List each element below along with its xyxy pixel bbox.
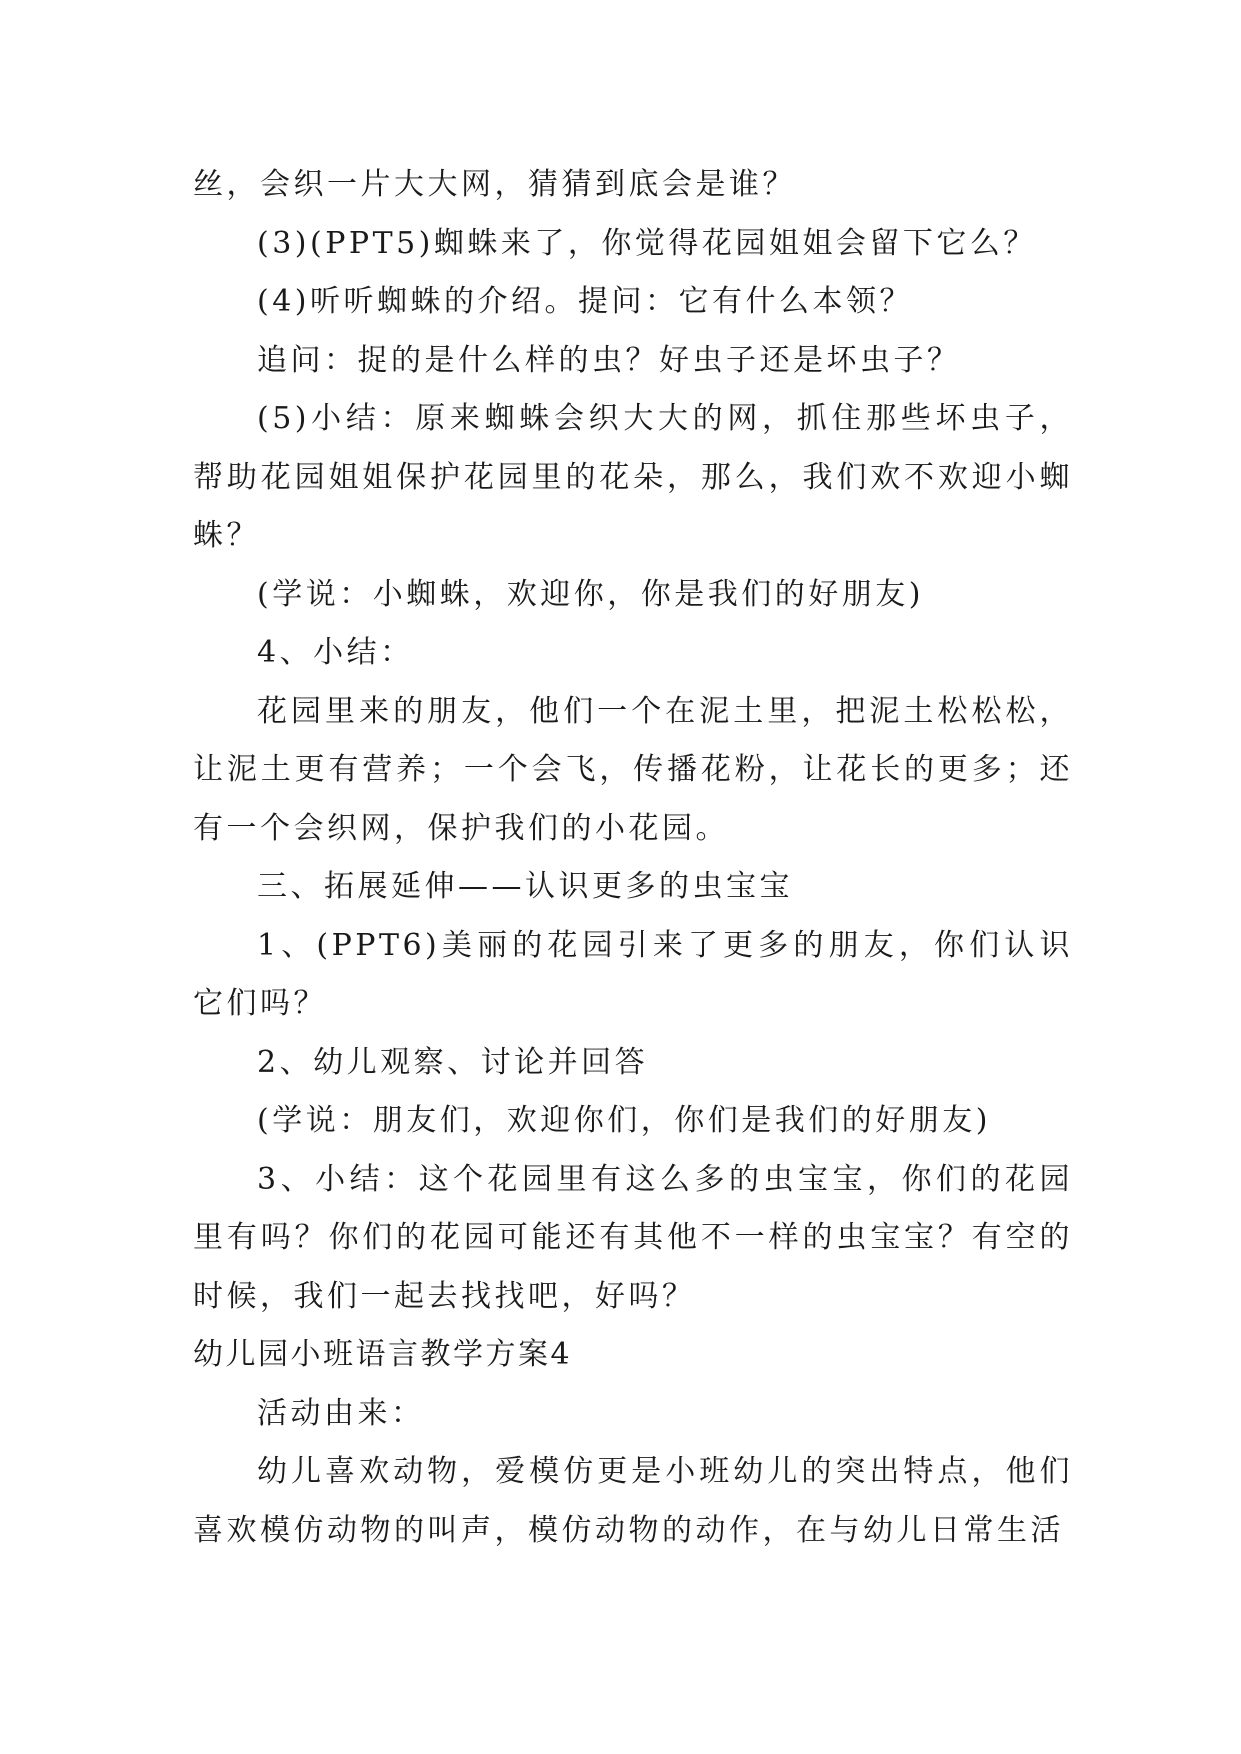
paragraph-observe-discuss: 2、幼儿观察、讨论并回答 — [257, 1044, 649, 1080]
paragraph-final-summary: 3、小结：这个花园里有这么多的虫宝宝，你们的花园里有吗？你们的花园可能还有其他不一样的虫宝宝？有空的时候，我们一起去找找吧，好吗？ — [193, 1161, 1073, 1314]
paragraph-spider-intro: (4)听听蜘蛛的介绍。提问：它有什么本领？ — [257, 284, 913, 319]
paragraph-garden-friends-summary: 花园里来的朋友，他们一个在泥土里，把泥土松松松，让泥土更有营养；一个会飞，传播花粉，让花长的更多；还有一个会织网，保护我们的小花园。 — [193, 693, 1073, 846]
paragraph-learn-to-say-friends: (学说：朋友们，欢迎你们，你们是我们的好朋友) — [257, 1103, 991, 1138]
paragraph-activity-origin-label: 活动由来： — [257, 1395, 425, 1431]
paragraph-spider-riddle-end: 丝，会织一片大大网，猜猜到底会是谁？ — [193, 167, 796, 202]
paragraph-activity-origin-body: 幼儿喜欢动物，爱模仿更是小班幼儿的突出特点，他们喜欢模仿动物的叫声，模仿动物的动作，在与幼儿日常生活 — [193, 1454, 1073, 1548]
document-section-title: 幼儿园小班语言教学方案4 — [193, 1337, 573, 1372]
document-body — [193, 156, 1073, 1560]
paragraph-ppt6-more-friends: 1、(PPT6)美丽的花园引来了更多的朋友，你们认识它们吗？ — [193, 927, 1073, 1021]
paragraph-summary-4-label: 4、小结： — [257, 635, 414, 670]
section-heading-extension: 三、拓展延伸——认识更多的虫宝宝 — [257, 869, 793, 904]
paragraph-spider-summary: (5)小结：原来蜘蛛会织大大的网，抓住那些坏虫子，帮助花园姐姐保护花园里的花朵，那么，我们欢不欢迎小蜘蛛？ — [193, 401, 1073, 553]
paragraph-follow-up-question: 追问：捉的是什么样的虫？好虫子还是坏虫子？ — [257, 342, 961, 378]
paragraph-ppt5-spider: (3)(PPT5)蜘蛛来了，你觉得花园姐姐会留下它么？ — [257, 225, 1037, 261]
paragraph-learn-to-say-spider: (学说：小蜘蛛，欢迎你，你是我们的好朋友) — [257, 576, 924, 612]
